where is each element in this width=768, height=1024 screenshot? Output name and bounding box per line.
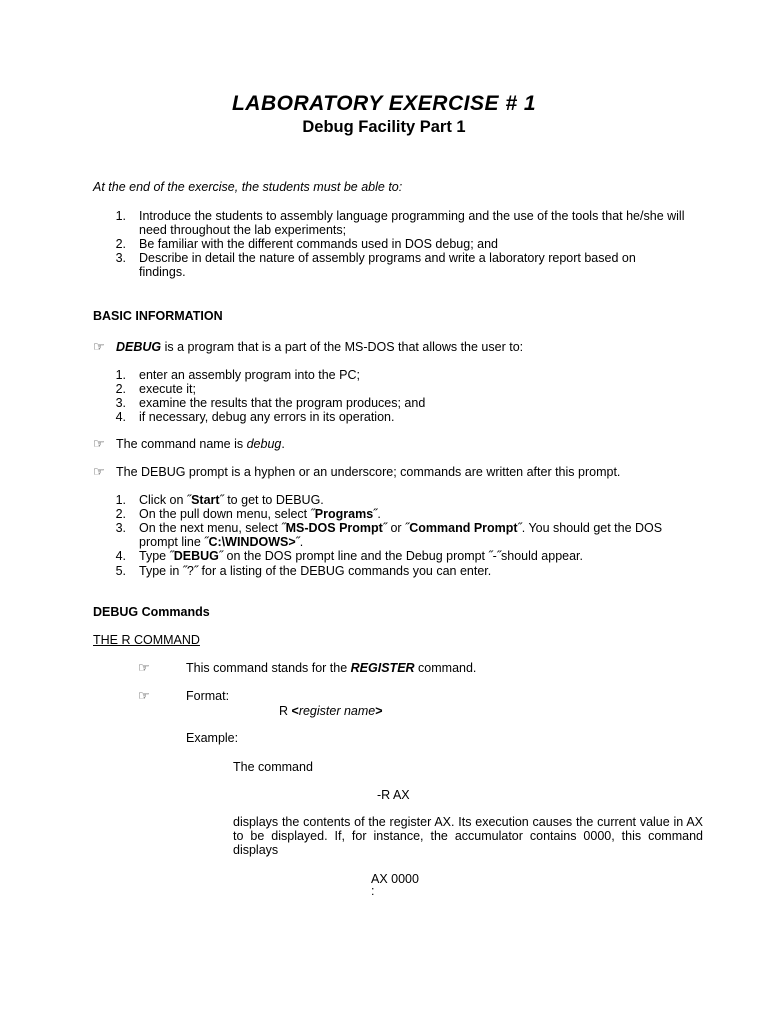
list-number: 4.	[115, 549, 126, 563]
list-item: enter an assembly program into the PC;	[139, 368, 360, 382]
list-number: 2.	[115, 507, 126, 521]
list-item: Describe in detail the nature of assembly programs and write a laboratory report based on findings.	[139, 251, 636, 279]
intro-text: At the end of the exercise, the students must be able to:	[93, 180, 403, 194]
subsection-heading-r-command: THE R COMMAND	[93, 633, 200, 647]
list-item: examine the results that the program produces; and	[139, 396, 426, 410]
command-line: -R AX	[377, 788, 410, 802]
pointing-hand-icon: ☞	[138, 660, 150, 675]
pointing-hand-icon: ☞	[93, 339, 105, 354]
list-number: 2.	[115, 237, 126, 251]
example-explanation: displays the contents of the register AX. Its execution causes the current value in AX to be displayed. If, for instance, the accumulator contains 0000, this command displays	[233, 815, 703, 857]
list-item: On the pull down menu, select ˝Programs˝.	[139, 507, 381, 521]
example-intro: The command	[233, 760, 313, 774]
output-line: AX 0000	[371, 872, 419, 886]
list-item: Be familiar with the different commands used in DOS debug; and	[139, 237, 498, 251]
format-label: Format:	[186, 689, 230, 703]
list-number: 1.	[115, 368, 126, 382]
pointing-hand-icon: ☞	[93, 436, 105, 451]
list-number: 4.	[115, 410, 126, 424]
bullet-text: This command stands for the REGISTER command.	[186, 661, 477, 675]
bullet-text: The DEBUG prompt is a hyphen or an underscore; commands are written after this prompt.	[116, 465, 621, 479]
list-item: On the next menu, select ˝MS-DOS Prompt˝ or ˝Command Prompt˝. You should get the DOS	[139, 521, 663, 535]
list-number: 1.	[115, 209, 126, 223]
bullet-text	[116, 340, 523, 354]
pointing-hand-icon: ☞	[138, 688, 150, 703]
list-number: 3.	[115, 521, 126, 535]
list-item: Introduce the students to assembly language programming and the use of the tools that he/she will need throughout the lab experiments;	[139, 209, 685, 237]
pointing-hand-icon: ☞	[93, 464, 105, 479]
list-item: Type ˝DEBUG˝ on the DOS prompt line and the Debug prompt ˝-˝should appear.	[139, 549, 583, 563]
section-heading-basic-information: BASIC INFORMATION	[93, 309, 223, 323]
list-item: Click on ˝Start˝ to get to DEBUG.	[139, 493, 324, 507]
example-label: Example:	[186, 731, 239, 745]
list-number: 2.	[115, 382, 126, 396]
list-number: 1.	[115, 493, 126, 507]
list-item: execute it;	[139, 382, 196, 396]
page-subtitle: Debug Facility Part 1	[302, 118, 466, 136]
list-number: 3.	[115, 251, 126, 265]
output-cursor: :	[371, 884, 375, 898]
list-item-continuation: prompt line ˝C:\WINDOWS>˝.	[139, 535, 304, 549]
section-heading-debug-commands: DEBUG Commands	[93, 605, 210, 619]
list-number: 3.	[115, 396, 126, 410]
list-number: 5.	[115, 564, 126, 578]
bullet-text: The command name is debug.	[116, 437, 285, 451]
bullet-text-rest: is a program that is a part of the MS-DOS that allows the user to:	[161, 340, 524, 354]
page-title: LABORATORY EXERCISE # 1	[231, 92, 537, 115]
list-item: if necessary, debug any errors in its operation.	[139, 410, 395, 424]
format-syntax: R <register name>	[279, 704, 383, 718]
debug-term: DEBUG	[116, 340, 162, 354]
list-item: Type in ˝?˝ for a listing of the DEBUG commands you can enter.	[139, 564, 492, 578]
